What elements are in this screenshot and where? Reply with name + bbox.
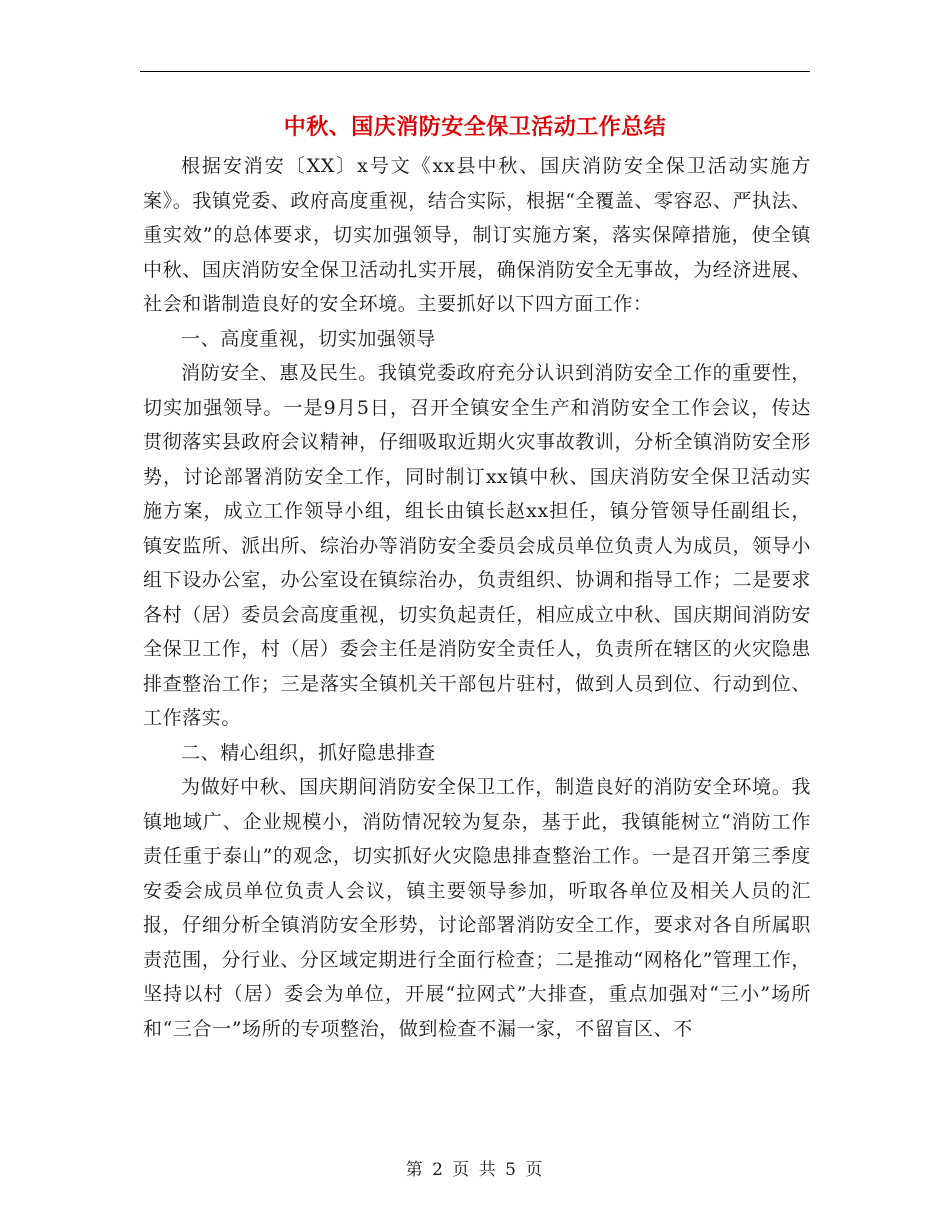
section-heading-1: 一、高度重视，切实加强领导 — [181, 327, 436, 350]
section-heading-2: 二、精心组织，抓好隐患排查 — [181, 741, 436, 764]
intro-paragraph: 根据安消安〔XX〕x号文《xx县中秋、国庆消防安全保卫活动实施方案》。我镇党委、政府高度重视，结合实际，根据“全覆盖、零容忍、严执法、重实效”的总体要求，切实加强领导，制订实施方案，落实保障措施，使全镇中秋、国庆消防安全保卫活动扎实开展，确保消防安全无事故，为经济进展、社会和谐制造良好的安全环境。主要抓好以下四方面工作： — [143, 155, 811, 315]
section-1-paragraph: 消防安全、惠及民生。我镇党委政府充分认识到消防安全工作的重要性，切实加强领导。一是9月5日，召开全镇安全生产和消防安全工作会议，传达贯彻落实县政府会议精神，仔细吸取近期火灾事故教训，分析全镇消防安全形势，讨论部署消防安全工作，同时制订xx镇中秋、国庆消防安全保卫活动实施方案，成立工作领导小组，组长由镇长赵xx担任，镇分管领导任副组长，镇安监所、派出所、综治办等消防安全委员会成员单位负责人为成员，领导小组下设办公室，办公室设在镇综治办，负责组织、协调和指导工作；二是要求各村（居）委员会高度重视，切实负起责任，相应成立中秋、国庆期间消防安全保卫工作，村（居）委会主任是消防安全责任人，负责所在辖区的火灾隐患排查整治工作；三是落实全镇机关干部包片驻村，做到人员到位、行动到位、工作落实。 — [143, 362, 811, 729]
document-title: 中秋、国庆消防安全保卫活动工作总结 — [283, 114, 667, 140]
page-footer: 第 2 页 共 5 页 — [405, 1160, 545, 1180]
header-rule — [140, 71, 810, 72]
section-2-paragraph: 为做好中秋、国庆期间消防安全保卫工作，制造良好的消防安全环境。我镇地域广、企业规模小，消防情况较为复杂，基于此，我镇能树立“消防工作责任重于泰山”的观念，切实抓好火灾隐患排查整治工作。一是召开第三季度安委会成员单位负责人会议，镇主要领导参加，听取各单位及相关人员的汇报，仔细分析全镇消防安全形势，讨论部署消防安全工作，要求对各自所属职责范围，分行业、分区域定期进行全面行检查；二是推动“网格化”管理工作，坚持以村（居）委会为单位，开展“拉网式”大排查，重点加强对“三小”场所和“三合一”场所的专项整治，做到检查不漏一家，不留盲区、不 — [143, 776, 811, 1040]
document-body — [143, 149, 811, 1046]
